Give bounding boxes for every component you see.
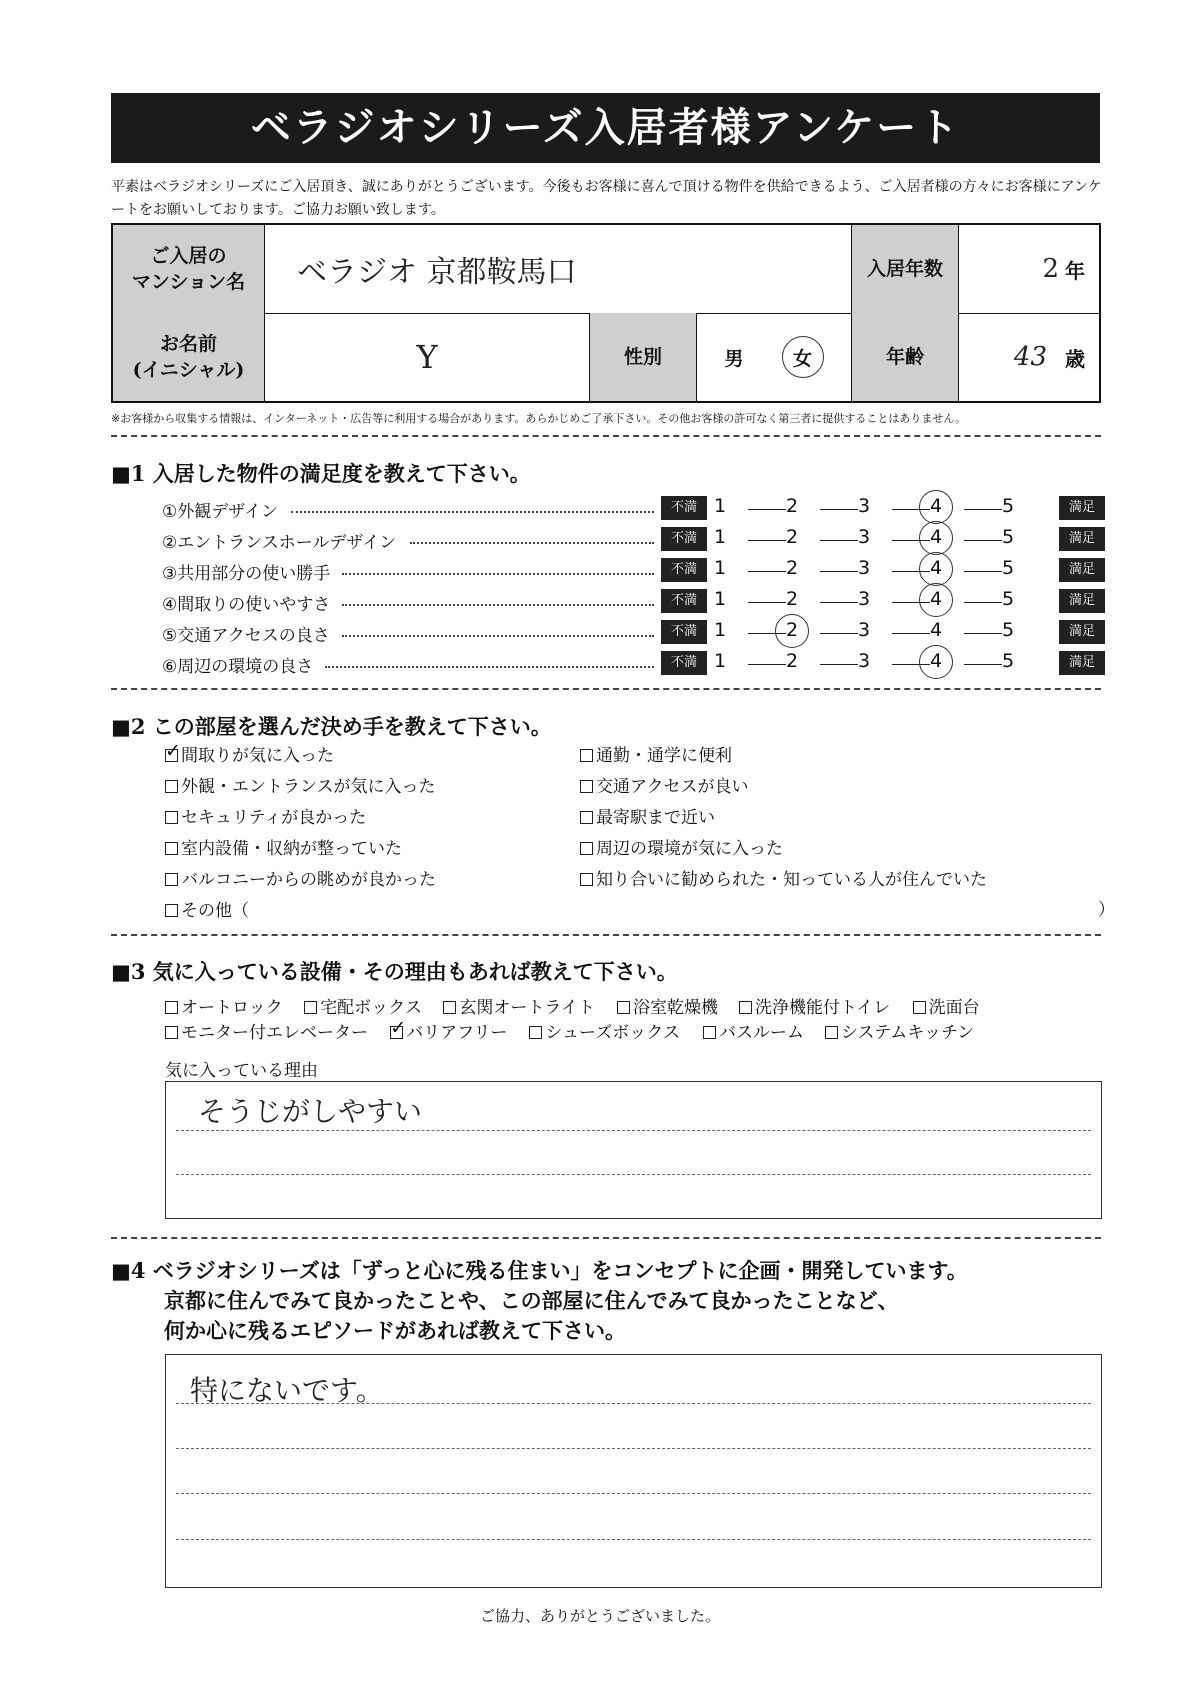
reason-option[interactable]	[580, 772, 749, 797]
dotted-leader	[342, 604, 654, 606]
checkbox[interactable]	[580, 811, 593, 824]
option-label: その他（	[181, 901, 249, 921]
checkbox[interactable]	[165, 1026, 178, 1039]
rating-item-label: ③共用部分の使い勝手	[162, 564, 331, 584]
dissatisfied-badge: 不満	[661, 527, 707, 551]
option-label: 宅配ボックス	[320, 998, 423, 1018]
facility-option[interactable]	[739, 993, 890, 1018]
rating-row	[162, 556, 1097, 586]
facility-option[interactable]	[913, 993, 980, 1018]
years-label: 入居年数	[852, 225, 959, 313]
checkbox[interactable]	[617, 1001, 630, 1014]
writing-line	[176, 1403, 1091, 1404]
satisfied-badge: 満足	[1059, 527, 1105, 551]
reason-option[interactable]	[165, 803, 366, 828]
checkbox[interactable]	[580, 749, 593, 762]
option-label: セキュリティが良かった	[181, 808, 367, 828]
satisfied-badge: 満足	[1059, 496, 1105, 520]
facility-option[interactable]	[304, 993, 422, 1018]
writing-line	[176, 1493, 1091, 1494]
checkbox[interactable]	[165, 740, 181, 762]
reason-option[interactable]	[165, 772, 436, 797]
age-unit: 歳	[1065, 346, 1085, 371]
reason-label: 気に入っている理由	[165, 1061, 318, 1081]
checkbox[interactable]	[390, 1017, 407, 1039]
scale-option-2[interactable]: 2	[785, 557, 799, 579]
facility-option[interactable]	[443, 993, 595, 1018]
facility-option[interactable]	[617, 993, 718, 1018]
checkbox[interactable]	[580, 780, 593, 793]
scale-option-4[interactable]: 4	[929, 619, 943, 641]
scale-option-2[interactable]: 2	[785, 588, 799, 610]
writing-line	[176, 1539, 1091, 1540]
rating-row	[162, 649, 1097, 679]
checkbox[interactable]	[165, 842, 178, 855]
respondent-info-table	[111, 223, 1101, 403]
q2-title: ■2 この部屋を選んだ決め手を教えて下さい。	[111, 714, 552, 739]
years-value: 2	[1042, 254, 1059, 284]
facility-option[interactable]	[390, 1018, 507, 1043]
option-label: 洗浄機能付トイレ	[755, 998, 891, 1018]
divider	[111, 435, 1101, 437]
option-label: 室内設備・収納が整っていた	[181, 839, 402, 859]
rating-item-label: ⑤交通アクセスの良さ	[162, 626, 330, 646]
reason-option[interactable]	[580, 741, 732, 766]
option-label: 間取りが気に入った	[181, 746, 334, 766]
intro-text: 平素はベラジオシリーズにご入居頂き、誠にありがとうございます。今後もお客様に喜んで頂ける物件を供給できるよう、ご入居者様の方々にお客様にアンケートをお願いしております。ご協力お願い致します。	[111, 179, 1102, 218]
checkbox[interactable]	[443, 1001, 456, 1014]
scale-option-5[interactable]: 5	[1001, 619, 1015, 641]
option-label: システムキッチン	[841, 1023, 975, 1043]
reason-option[interactable]	[165, 896, 249, 921]
checkbox[interactable]	[703, 1026, 716, 1039]
checkbox[interactable]	[825, 1026, 838, 1039]
check-mark-icon: ✓	[390, 1017, 407, 1039]
option-label: モニター付エレベーター	[181, 1023, 368, 1043]
option-label: バスルーム	[719, 1023, 804, 1043]
option-label: 知り合いに勧められた・知っている人が住んでいた	[596, 870, 987, 890]
mansion-name-label: ご入居の マンション名	[113, 225, 265, 313]
satisfied-badge: 満足	[1059, 620, 1105, 644]
q4-title-line3: 何か心に残るエピソードがあれば教えて下さい。	[164, 1318, 626, 1343]
survey-title: ベラジオシリーズ入居者様アンケート	[111, 93, 1100, 163]
selected-circle	[919, 521, 953, 555]
scale-option-3[interactable]: 3	[857, 526, 871, 548]
checkbox[interactable]	[304, 1001, 317, 1014]
rating-row	[162, 587, 1097, 617]
rating-item-label: ②エントランスホールデザイン	[162, 533, 397, 553]
scale-option-1[interactable]: 1	[713, 557, 727, 579]
writing-line	[176, 1130, 1091, 1131]
rating-row	[162, 618, 1097, 648]
option-label: 玄関オートライト	[459, 998, 595, 1018]
satisfied-badge: 満足	[1059, 558, 1105, 582]
option-label: 周辺の環境が気に入った	[596, 839, 783, 859]
reason-box[interactable]	[165, 1081, 1102, 1219]
q4-title-line2: 京都に住んでみて良かったことや、この部屋に住んでみて良かったことなど、	[164, 1288, 899, 1313]
checkbox[interactable]	[165, 1001, 178, 1014]
checkbox[interactable]	[913, 1001, 926, 1014]
divider	[111, 1237, 1101, 1239]
rating-row	[162, 494, 1097, 524]
dissatisfied-badge: 不満	[661, 651, 707, 675]
scale-option-3[interactable]: 3	[857, 557, 871, 579]
scale-option-3[interactable]: 3	[857, 588, 871, 610]
scale-option-4[interactable]: 4	[929, 557, 943, 579]
option-label: 交通アクセスが良い	[596, 777, 749, 797]
selected-circle	[919, 552, 953, 586]
reason-option[interactable]	[165, 865, 436, 890]
divider	[111, 688, 1101, 690]
name-label: お名前 (イニシャル)	[113, 313, 265, 401]
scale-option-5[interactable]: 5	[1001, 650, 1015, 672]
age-label: 年齢	[852, 313, 959, 401]
q4-title-line1: ■4 ベラジオシリーズは「ずっと心に残る住まい」をコンセプトに企画・開発しています。	[111, 1258, 968, 1283]
option-label: オートロック	[181, 998, 283, 1018]
dotted-leader	[410, 542, 654, 544]
checkbox[interactable]	[580, 873, 593, 886]
scale-option-1[interactable]: 1	[713, 619, 727, 641]
scale-option-1[interactable]: 1	[713, 495, 727, 517]
divider	[111, 934, 1101, 936]
mansion-name-value[interactable]: ベラジオ 京都鞍馬口	[265, 225, 852, 313]
gender-label: 性別	[590, 313, 697, 401]
facility-option[interactable]	[825, 1018, 974, 1043]
option-label: 最寄駅まで近い	[596, 808, 715, 828]
facility-option[interactable]	[703, 1018, 804, 1043]
check-mark-icon: ✓	[165, 740, 181, 762]
rating-item-label: ①外観デザイン	[162, 502, 279, 522]
privacy-note: ※お客様から収集する情報は、インターネット・広告等に利用する場合があります。あらかじめご了承下さい。その他お客様の許可なく第三者に提供することはありません。	[111, 412, 967, 425]
scale-option-3[interactable]: 3	[857, 650, 871, 672]
option-label: シューズボックス	[545, 1023, 681, 1043]
checkbox[interactable]	[165, 873, 178, 886]
option-label: バリアフリー	[406, 1023, 508, 1043]
scale-option-3[interactable]: 3	[857, 495, 871, 517]
scale-option-4[interactable]: 4	[929, 588, 943, 610]
dissatisfied-badge: 不満	[661, 589, 707, 613]
writing-line	[176, 1174, 1091, 1175]
dotted-leader	[325, 666, 654, 668]
scale-option-2[interactable]: 2	[785, 619, 799, 641]
scale-option-5[interactable]: 5	[1001, 557, 1015, 579]
checkbox[interactable]	[165, 811, 178, 824]
gender-male[interactable]: 男	[724, 347, 744, 370]
scale-option-2[interactable]: 2	[785, 650, 799, 672]
reason-option[interactable]	[165, 834, 402, 859]
option-label: 通勤・通学に便利	[596, 746, 732, 766]
reason-option[interactable]	[580, 803, 715, 828]
dissatisfied-badge: 不満	[661, 620, 707, 644]
reason-option[interactable]	[580, 834, 783, 859]
other-close-paren: ）	[1098, 900, 1115, 920]
scale-option-5[interactable]: 5	[1001, 526, 1015, 548]
rating-item-label: ⑥周辺の環境の良さ	[162, 657, 314, 677]
checkbox[interactable]	[580, 842, 593, 855]
selected-circle	[919, 645, 953, 679]
scale-option-4[interactable]: 4	[929, 495, 943, 517]
dissatisfied-badge: 不満	[661, 558, 707, 582]
dotted-leader	[291, 511, 654, 513]
age-value: 43	[1013, 342, 1047, 372]
gender-options[interactable]	[697, 313, 852, 401]
episode-box[interactable]	[165, 1354, 1102, 1588]
scale-option-4[interactable]: 4	[929, 526, 943, 548]
years-unit: 年	[1065, 258, 1085, 283]
scale-option-1[interactable]: 1	[713, 588, 727, 610]
checkbox[interactable]	[529, 1026, 542, 1039]
years-field[interactable]	[959, 225, 1099, 313]
scale-option-3[interactable]: 3	[857, 619, 871, 641]
q3-title: ■3 気に入っている設備・その理由もあれば教えて下さい。	[111, 959, 678, 984]
satisfied-badge: 満足	[1059, 589, 1105, 613]
writing-line	[176, 1448, 1091, 1449]
selected-circle	[919, 583, 953, 617]
reason-option[interactable]	[165, 741, 334, 766]
checkbox[interactable]	[165, 904, 178, 917]
selected-circle	[775, 614, 809, 648]
dotted-leader	[342, 573, 654, 575]
scale-option-5[interactable]: 5	[1001, 495, 1015, 517]
scale-option-2[interactable]: 2	[785, 495, 799, 517]
scale-option-1[interactable]: 1	[713, 526, 727, 548]
name-value[interactable]: Y	[265, 313, 590, 401]
q1-title: ■1 入居した物件の満足度を教えて下さい。	[111, 461, 531, 486]
age-field[interactable]	[959, 313, 1099, 401]
reason-answer: そうじがしやすい	[198, 1095, 423, 1128]
option-label: バルコニーからの眺めが良かった	[181, 870, 436, 890]
rating-row	[162, 525, 1097, 555]
facility-option[interactable]	[529, 1018, 680, 1043]
scale-option-2[interactable]: 2	[785, 526, 799, 548]
option-label: 洗面台	[928, 998, 980, 1018]
satisfied-badge: 満足	[1059, 651, 1105, 675]
selected-circle	[919, 490, 953, 524]
checkbox[interactable]	[739, 1001, 752, 1014]
checkbox[interactable]	[165, 780, 178, 793]
facility-option[interactable]	[165, 1018, 368, 1043]
dissatisfied-badge: 不満	[661, 496, 707, 520]
reason-option[interactable]	[580, 865, 987, 890]
scale-option-5[interactable]: 5	[1001, 588, 1015, 610]
scale-option-4[interactable]: 4	[929, 650, 943, 672]
q4-title	[111, 1256, 968, 1346]
option-label: 外観・エントランスが気に入った	[181, 777, 436, 797]
gender-female-circled[interactable]: 女	[782, 336, 824, 378]
facility-option[interactable]	[165, 993, 283, 1018]
rating-item-label: ④間取りの使いやすさ	[162, 595, 331, 615]
dotted-leader	[342, 635, 654, 637]
episode-answer: 特にないです。	[190, 1374, 384, 1407]
option-label: 浴室乾燥機	[633, 998, 718, 1018]
closing-text: ご協力、ありがとうございました。	[479, 1607, 720, 1625]
scale-option-1[interactable]: 1	[713, 650, 727, 672]
